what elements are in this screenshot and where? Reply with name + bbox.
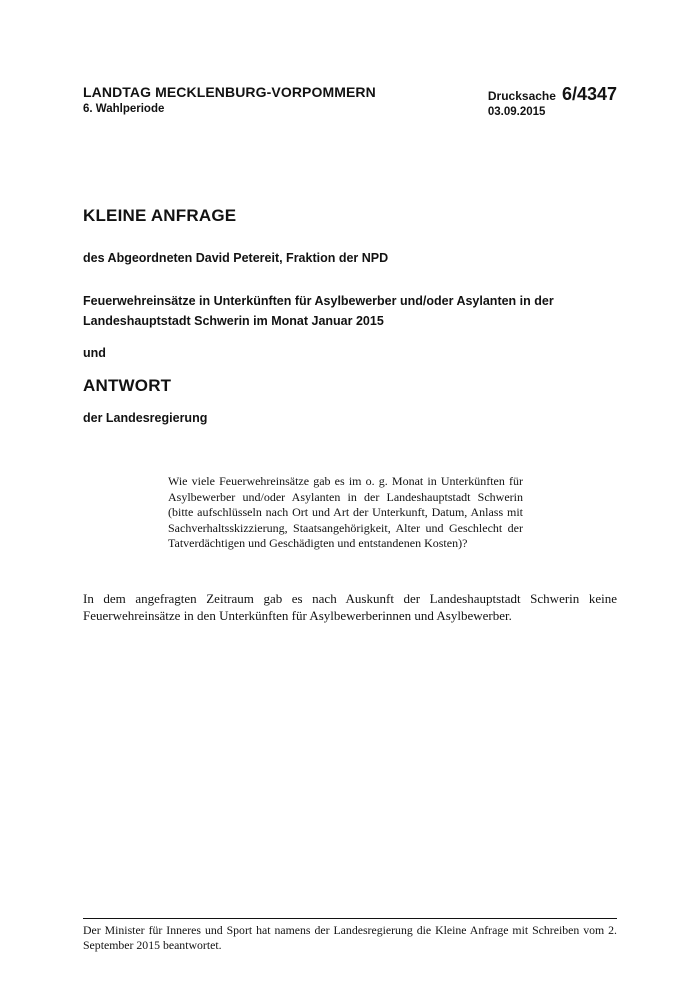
doc-type-label: Drucksache [487, 89, 556, 103]
document-reference-row [488, 84, 617, 105]
document-header [83, 84, 617, 118]
request-subject: Feuerwehreinsätze in Unterkünften für Asylbewerber und/oder Asylanten in der Landeshauptstadt Schwerin im Monat Januar 2015 [83, 294, 554, 328]
doc-date: 03.09.2015 [487, 106, 546, 118]
answer-authority-line: der Landesregierung [83, 411, 208, 425]
answer-heading: ANTWORT [83, 376, 172, 395]
institution-title: LANDTAG MECKLENBURG-VORPOMMERN [83, 84, 376, 100]
question-text: Wie viele Feuerwehreinsätze gab es im o. g. Monat in Unterkünften für Asylbewerber und/oder Asylanten in der Landeshauptstadt Schwerin (bitte aufschlüsseln nach Ort und Art der Unterkunft, Datum, Anlass mit Sachverhaltsskizzierung, Staatsangehörigkeit, Alter und Geschlecht der Tatverdächtigen und Geschädigten und entstandenen Kosten)? [168, 474, 523, 551]
doc-number: 6/4347 [561, 84, 617, 104]
answer-text: In dem angefragten Zeitraum gab es nach Auskunft der Landeshauptstadt Schwerin keine Feuerwehreinsätze in den Unterkünften für Asylbewerberinnen und Asylbewerber. [83, 591, 617, 623]
request-author-line: des Abgeordneten David Petereit, Fraktion der NPD [83, 251, 389, 265]
legislative-term: 6. Wahlperiode [83, 103, 165, 115]
document-reference [488, 84, 617, 118]
request-heading: KLEINE ANFRAGE [83, 206, 237, 225]
footnote-text: Der Minister für Inneres und Sport hat namens der Landesregierung die Kleine Anfrage mit Schreiben vom 2. September 2015 beantwortet. [83, 918, 617, 953]
connector-word: und [83, 346, 106, 360]
header-left [83, 84, 376, 115]
